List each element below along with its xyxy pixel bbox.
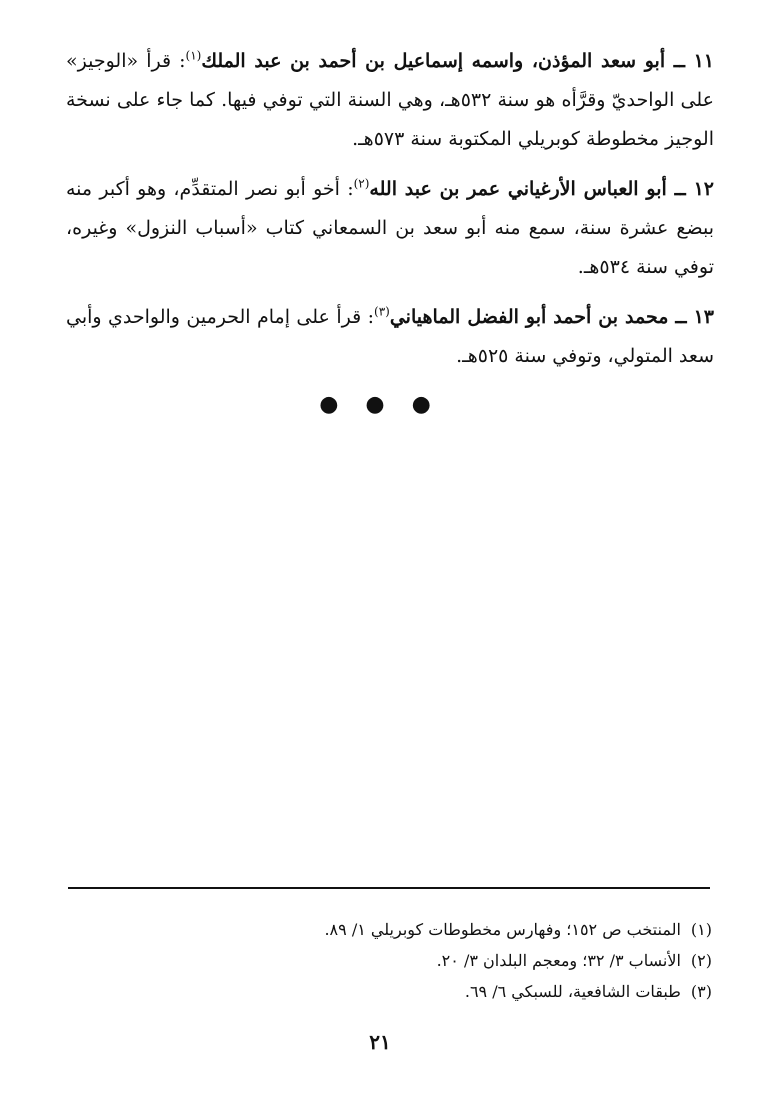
- footnote-number: (٢): [690, 951, 712, 970]
- entry-body: : قرأ على إمام الحرمين والواحدي وأبي سعد المتولي، وتوفي سنة ٥٢٥هـ.: [66, 306, 714, 367]
- footnote-ref: (٢): [353, 176, 370, 191]
- entry-12: [66, 170, 714, 287]
- footnote-text: الأنساب ٣/ ٣٢؛ ومعجم البلدان ٣/ ٢٠.: [436, 951, 681, 970]
- footnote-item: [72, 914, 712, 945]
- footnote-text: طبقات الشافعية، للسبكي ٦/ ٦٩.: [464, 982, 681, 1001]
- entry-heading: ١٢ ــ أبو العباس الأرغياني عمر بن عبد الله: [369, 178, 714, 200]
- footnote-ref: (١): [185, 48, 202, 63]
- section-separator: ● ● ●: [319, 392, 441, 417]
- entry-body: : أخو أبو نصر المتقدِّم، وهو أكبر منه ببضع عشرة سنة، سمع منه أبو سعد بن السمعاني كتاب «أسباب النزول» وغيره، توفي سنة ٥٣٤هـ.: [66, 178, 714, 278]
- entry-body: : قرأ «الوجيز» على الواحديّ وقرَّأه هو سنة ٥٣٢هـ، وهي السنة التي توفي فيها. كما جاء على نسخة الوجيز مخطوطة كوبريلي المكتوبة سنة ٥٧٣هـ.: [66, 50, 715, 150]
- footnote-ref: (٣): [374, 304, 390, 319]
- footnotes: [72, 914, 712, 1007]
- footnote-item: [72, 945, 712, 976]
- entry-11: [66, 42, 714, 159]
- footnote-number: (٣): [690, 982, 712, 1001]
- footnote-text: المنتخب ص ١٥٢؛ وفهارس مخطوطات كوبريلي ١/ ٨٩.: [324, 920, 681, 939]
- entry-13: [66, 298, 714, 376]
- entry-heading: ١١ ــ أبو سعد المؤذن، واسمه إسماعيل بن أحمد بن عبد الملك: [201, 50, 714, 72]
- footnote-number: (١): [690, 920, 712, 939]
- page-number: ٢١: [369, 1030, 391, 1054]
- footnote-divider: [68, 887, 710, 889]
- footnote-item: [72, 976, 712, 1007]
- biography-entries: [66, 42, 714, 387]
- entry-heading: ١٣ ــ محمد بن أحمد أبو الفضل الماهياني: [389, 306, 714, 328]
